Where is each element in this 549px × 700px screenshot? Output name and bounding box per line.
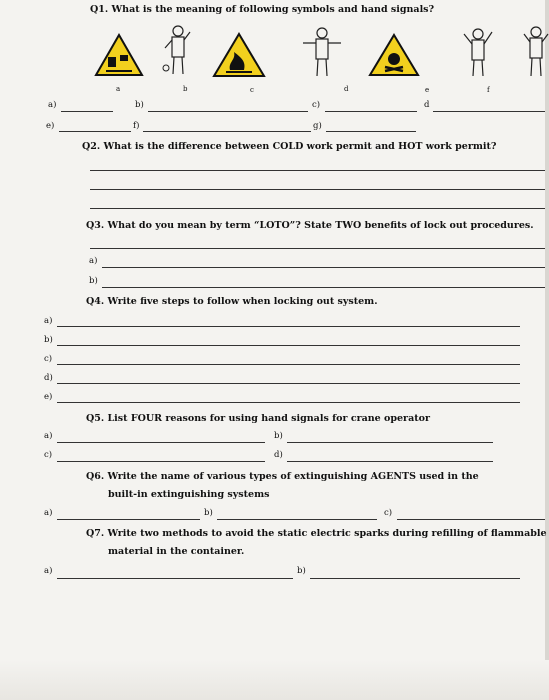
answer-label-q5-b: b) xyxy=(274,431,283,441)
answer-line-q2-1[interactable] xyxy=(90,170,545,171)
answer-line-c[interactable] xyxy=(325,111,417,112)
answer-label-q6-a: a) xyxy=(44,508,53,518)
answer-label-b: b) xyxy=(135,100,144,110)
sign-label-f: f xyxy=(487,86,490,94)
page-edge xyxy=(545,0,549,700)
answer-line-a[interactable] xyxy=(61,111,113,112)
answer-line-q5-a[interactable] xyxy=(57,442,265,443)
answer-line-q3-a[interactable] xyxy=(102,267,545,268)
sign-label-d: d xyxy=(344,85,349,93)
question-3-title: Q3. What do you mean by term “LOTO”? State TWO benefits of lock out procedures. xyxy=(86,220,534,231)
answer-label-q4-c: c) xyxy=(44,354,53,364)
answer-line-q6-c[interactable] xyxy=(397,519,545,520)
answer-line-q5-d[interactable] xyxy=(287,461,493,462)
answer-line-q4-e[interactable] xyxy=(57,402,520,403)
answer-label-q7-a: a) xyxy=(44,566,53,576)
hazard-sign-flammable-icon xyxy=(212,32,266,78)
answer-label-q4-b: b) xyxy=(44,335,53,345)
answer-line-q7-b[interactable] xyxy=(310,578,520,579)
answer-line-q5-b[interactable] xyxy=(287,442,493,443)
question-1-title: Q1. What is the meaning of following symbols and hand signals? xyxy=(90,4,435,15)
answer-label-e: e) xyxy=(46,121,55,131)
answer-label-q3-b: b) xyxy=(89,276,98,286)
answer-line-q5-c[interactable] xyxy=(57,461,265,462)
answer-label-q5-d: d) xyxy=(274,450,283,460)
sign-label-e: e xyxy=(425,86,430,94)
answer-line-q4-a[interactable] xyxy=(57,326,520,327)
answer-label-q4-a: a) xyxy=(44,316,53,326)
answer-label-q5-c: c) xyxy=(44,450,53,460)
hazard-sign-toxic-icon xyxy=(368,33,420,77)
question-6-title-line-2: built-in extinguishing systems xyxy=(108,489,270,500)
answer-line-d[interactable] xyxy=(433,111,545,112)
hand-signal-person-f-icon xyxy=(458,22,498,78)
question-6-title-line-1: Q6. Write the name of various types of extinguishing AGENTS used in the xyxy=(86,471,479,482)
answer-label-q3-a: a) xyxy=(89,256,98,266)
answer-label-f: f) xyxy=(133,121,140,131)
answer-line-e[interactable] xyxy=(59,131,131,132)
answer-label-c: c) xyxy=(312,100,321,110)
sign-label-b: b xyxy=(183,85,188,93)
answer-line-q4-c[interactable] xyxy=(57,364,520,365)
question-5-title: Q5. List FOUR reasons for using hand signals for crane operator xyxy=(86,413,430,424)
answer-line-q3-b[interactable] xyxy=(102,287,545,288)
hand-signal-person-d-icon xyxy=(300,26,344,78)
page-bottom-shade xyxy=(0,660,549,700)
answer-label-a: a) xyxy=(48,100,57,110)
question-4-title: Q4. Write five steps to follow when locking out system. xyxy=(86,296,378,307)
sign-label-a: a xyxy=(116,85,121,93)
hazard-sign-corrosive-icon xyxy=(94,33,144,77)
answer-line-g[interactable] xyxy=(326,131,416,132)
answer-line-q7-a[interactable] xyxy=(57,578,293,579)
hand-signal-person-extra-icon xyxy=(522,24,549,78)
question-7-title-line-2: material in the container. xyxy=(108,546,245,557)
hand-signal-person-b-icon xyxy=(160,24,196,76)
answer-line-q4-d[interactable] xyxy=(57,383,520,384)
sign-label-c: c xyxy=(250,86,254,94)
question-7-title-line-1: Q7. Write two methods to avoid the static electric sparks during refilling of flammable xyxy=(86,528,547,539)
answer-label-g: g) xyxy=(313,121,322,131)
answer-label-q6-b: b) xyxy=(204,508,213,518)
answer-label-q7-b: b) xyxy=(297,566,306,576)
answer-line-q2-3[interactable] xyxy=(90,208,545,209)
question-2-title: Q2. What is the difference between COLD work permit and HOT work permit? xyxy=(82,141,497,152)
answer-line-q4-b[interactable] xyxy=(57,345,520,346)
answer-line-q6-a[interactable] xyxy=(57,519,200,520)
answer-label-q6-c: c) xyxy=(384,508,393,518)
answer-label-d: d xyxy=(424,100,430,110)
answer-line-q2-2[interactable] xyxy=(90,189,545,190)
answer-label-q4-d: d) xyxy=(44,373,53,383)
answer-line-q3-1[interactable] xyxy=(90,248,545,249)
answer-label-q4-e: e) xyxy=(44,392,53,402)
answer-label-q5-a: a) xyxy=(44,431,53,441)
answer-line-q6-b[interactable] xyxy=(217,519,377,520)
answer-line-b[interactable] xyxy=(148,111,308,112)
answer-line-f[interactable] xyxy=(143,131,311,132)
